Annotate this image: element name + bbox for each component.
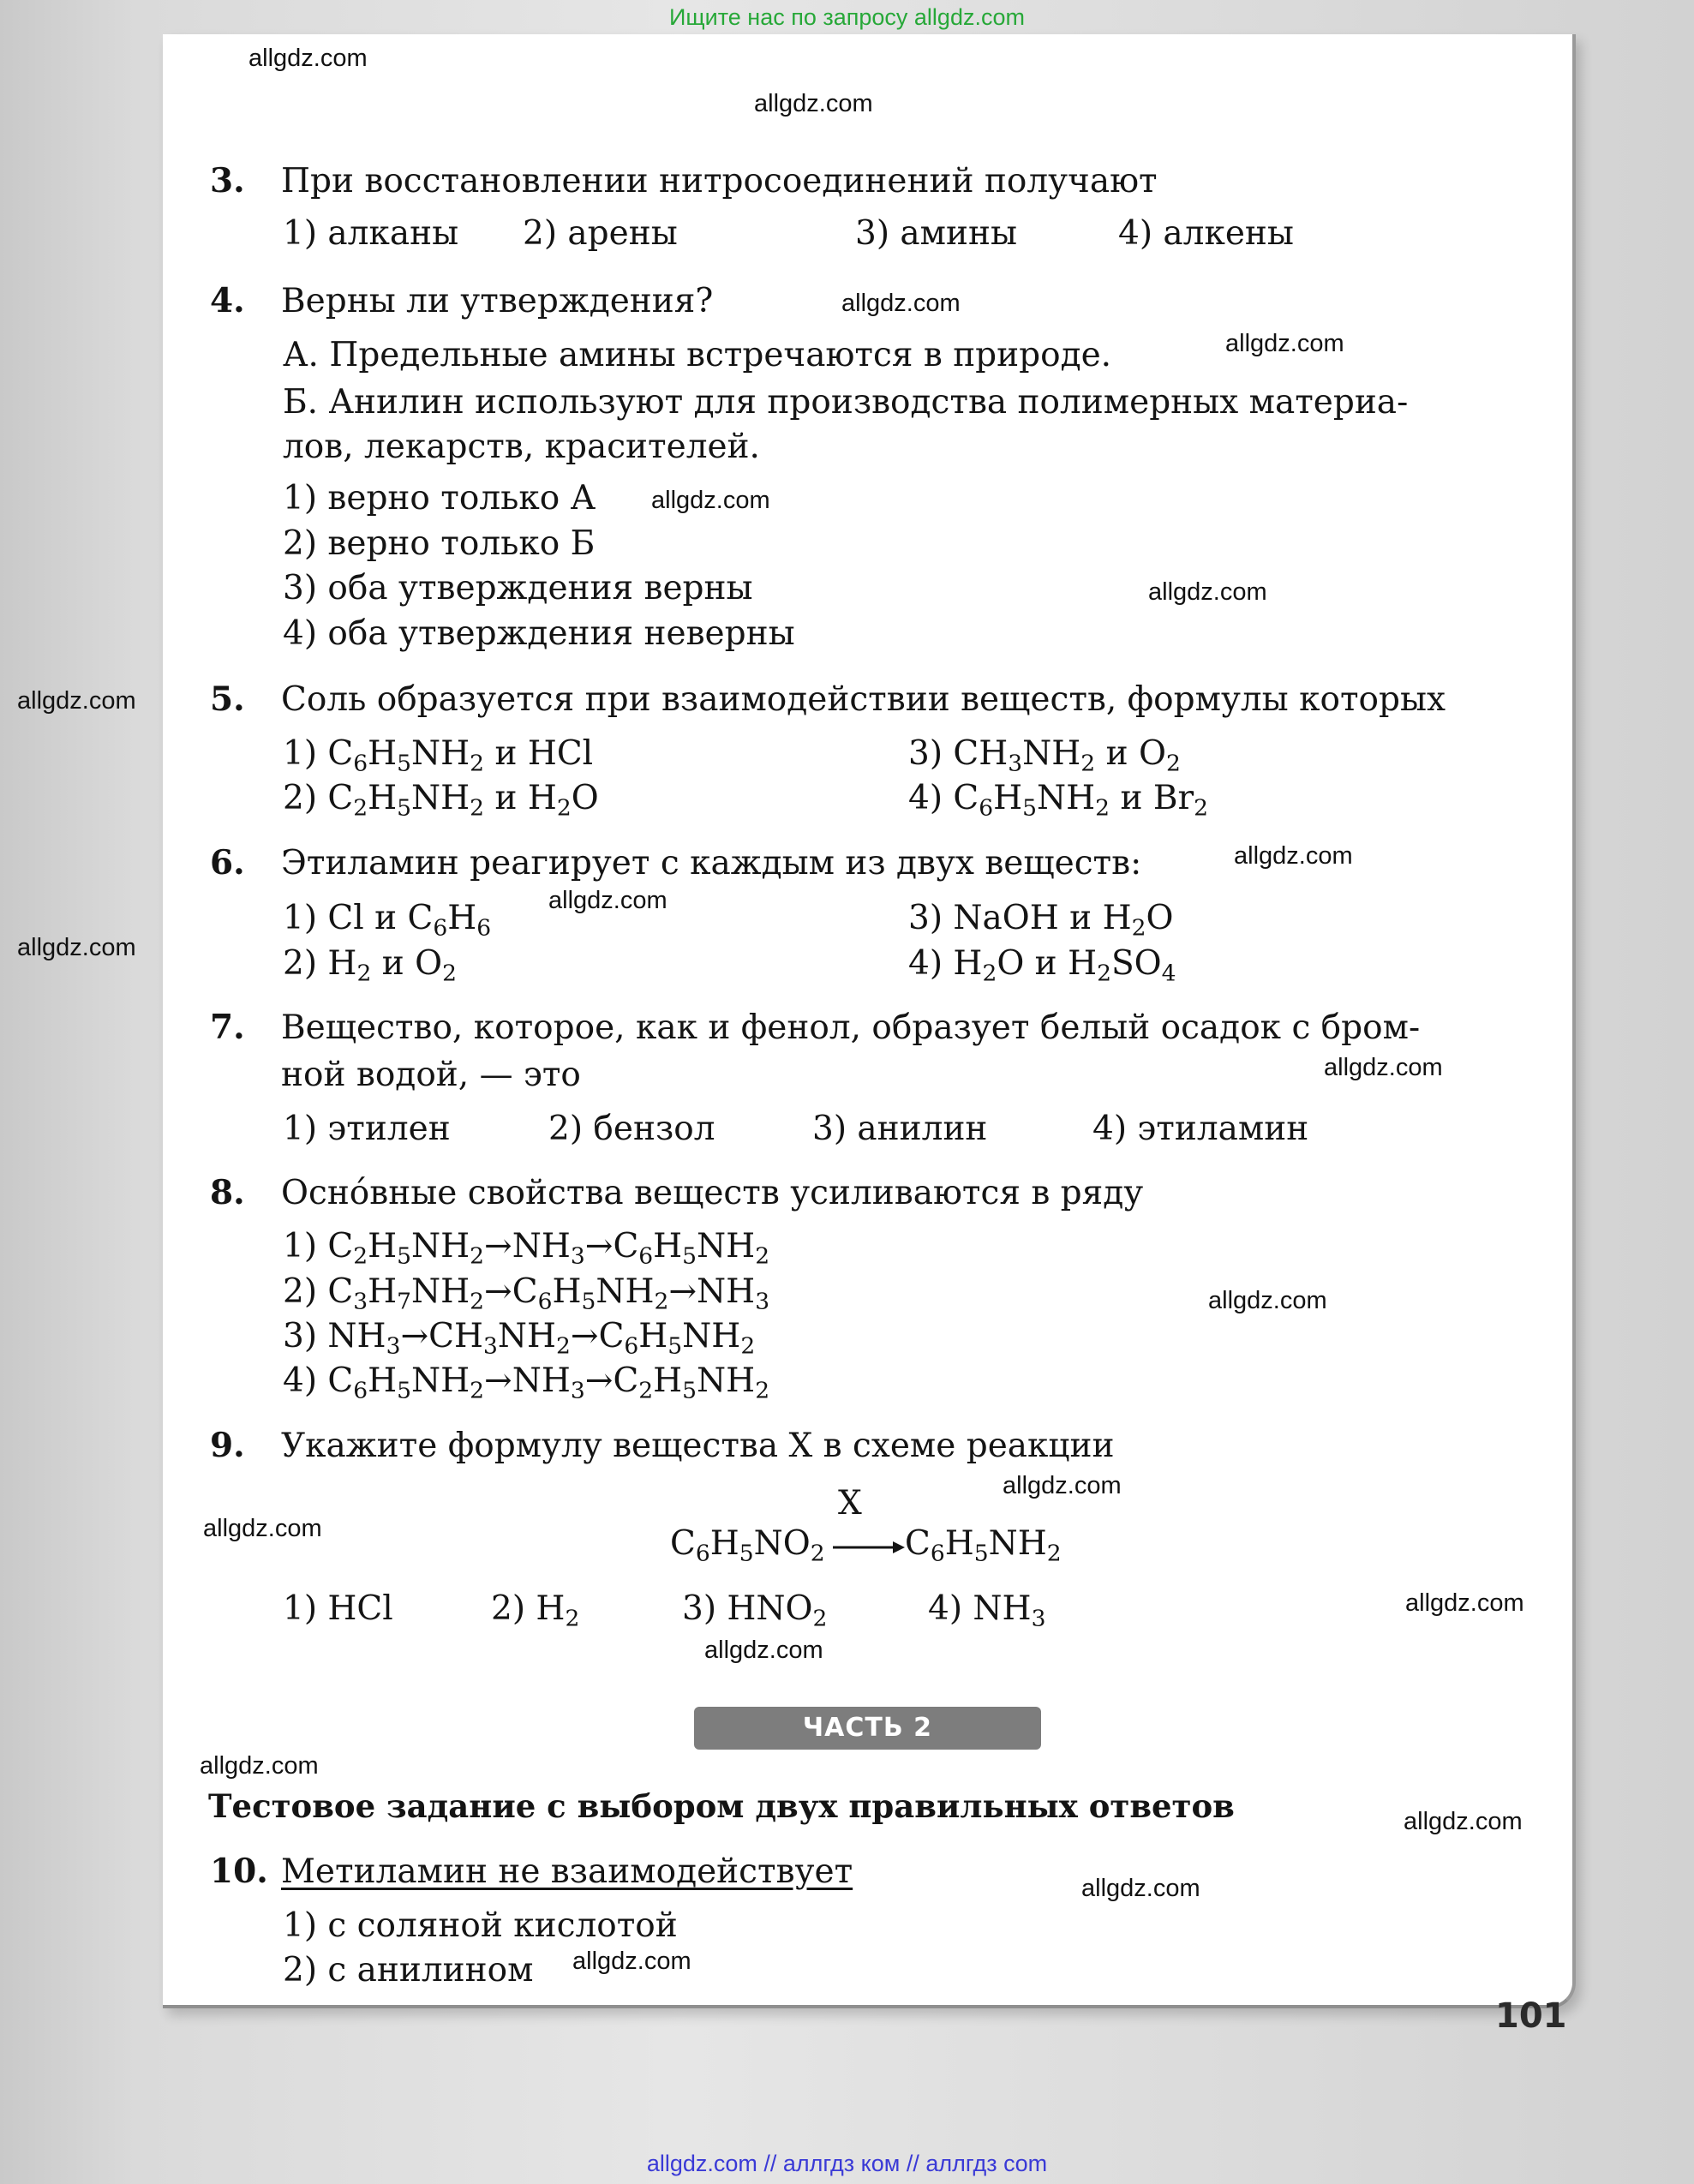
watermark: allgdz.com [572,1948,691,1975]
question-8-number: 8. [210,1173,245,1212]
option: 4) алкены [1118,214,1294,253]
option: 4) этиламин [1092,1110,1309,1148]
statement-b: Б. Анилин используют для производства полимерных материа- [283,383,1409,422]
watermark: allgdz.com [1405,1589,1524,1617]
option: 3) амины [855,214,1018,253]
arrow-icon: → [484,1272,512,1311]
option: 2) арены [523,214,678,253]
question-10-number: 10. [210,1852,268,1891]
question-9-number: 9. [210,1426,245,1465]
watermark: allgdz.com [1081,1875,1200,1902]
option: 4) оба утверждения неверны [283,614,795,653]
option: 1) $C_6H_5NH_2$ и HCl [283,734,594,777]
watermark: allgdz.com [1148,578,1267,606]
section-heading: Тестовое задание с выбором двух правильных ответов [208,1787,1235,1825]
option: 3) оба утверждения верны [283,569,753,607]
option: 2) верно только Б [283,524,596,563]
option: 1) с соляной кислотой [283,1906,678,1945]
watermark: allgdz.com [841,290,961,317]
question-10-text: Метиламин не взаимодействует [281,1852,853,1891]
option: 3) анилин [812,1110,988,1148]
arrow-icon: → [570,1317,599,1355]
option: 2) бензол [548,1110,715,1148]
option: 3) $CH_3NH_2$ и $O_2$ [908,734,1181,777]
arrow-icon: → [584,1227,614,1266]
statement-a: А. Предельные амины встречаются в природе. [283,336,1112,374]
reaction-arrow-icon [831,1539,907,1556]
arrow-icon: → [484,1361,512,1400]
option: 1) алканы [283,214,459,253]
watermark: allgdz.com [1003,1472,1122,1499]
option: 4) $NH_3$ [928,1589,1046,1632]
option: 4) $C_6H_5NH_2$ и $Br_2$ [908,779,1209,822]
question-4-number: 4. [210,281,245,320]
question-7-text: Вещество, которое, как и фенол, образует белый осадок с бром- [281,1008,1421,1047]
reaction-reagent-label: X [838,1484,862,1523]
option-row: 2) $C_3H_7NH_2\to C_6H_5NH_2\to NH_3$ [283,1272,770,1315]
watermark: allgdz.com [203,1515,322,1542]
option: 1) Cl и $C_6H_6$ [283,899,492,942]
footer-links: allgdz.com // аллгдз ком // аллгдз com [646,2151,1048,2176]
watermark: allgdz.com [17,934,136,961]
arrow-icon: → [584,1361,614,1400]
question-9-text: Укажите формулу вещества X в схеме реакции [281,1427,1115,1465]
question-4-text: Верны ли утверждения? [281,282,714,320]
option-row: 3) $NH_3\to CH_3NH_2\to C_6H_5NH_2$ [283,1317,756,1360]
question-3-text: При восстановлении нитросоединений получают [281,162,1158,200]
question-7-number: 7. [210,1008,245,1047]
option: 2) с анилином [283,1951,534,1990]
option: 1) этилен [283,1110,451,1148]
watermark: allgdz.com [200,1752,319,1780]
question-5-number: 5. [210,679,245,719]
watermark: allgdz.com [1234,842,1353,870]
product-formula: $C_6H_5NH_2$ [905,1524,1062,1567]
arrow-icon: → [400,1317,429,1355]
option: 3) NaOH и $H_2O$ [908,899,1174,942]
option: 2) $C_2H_5NH_2$ и $H_2O$ [283,779,599,822]
question-6-text: Этиламин реагирует с каждым из двух веществ: [281,844,1142,883]
watermark: allgdz.com [248,45,368,72]
watermark: allgdz.com [17,687,136,715]
option: 2) $H_2$ и $O_2$ [283,944,457,987]
question-5-text: Соль образуется при взаимодействии веществ, формулы которых [281,680,1446,719]
statement-b-cont: лов, лекарств, красителей. [283,428,760,466]
option: 1) HCl [283,1589,393,1628]
watermark: allgdz.com [1404,1808,1523,1835]
part-2-label: ЧАСТЬ 2 [694,1707,1041,1750]
option: 2) $H_2$ [491,1589,580,1632]
watermark: allgdz.com [704,1637,823,1664]
arrow-icon: → [668,1272,697,1311]
watermark: allgdz.com [1324,1054,1443,1081]
arrow-icon: → [484,1227,512,1266]
watermark: allgdz.com [1208,1287,1327,1314]
option: 1) верно только А [283,479,596,518]
watermark: allgdz.com [548,887,667,914]
page-number: 101 [1495,1996,1567,2036]
option-row: 1) $C_2H_5NH_2\to NH_3\to C_6H_5NH_2$ [283,1227,770,1270]
top-banner: Ищите нас по запросу allgdz.com [669,4,1025,30]
question-3-number: 3. [210,161,245,200]
reactant-formula: $C_6H_5NO_2$ [670,1524,825,1567]
option: 3) $HNO_2$ [682,1589,828,1632]
watermark: allgdz.com [754,90,873,117]
question-7-text-cont: ной водой, — это [281,1056,581,1094]
watermark: allgdz.com [651,487,770,514]
question-8-text: Осно́вные свойства веществ усиливаются в ряду [281,1174,1144,1212]
question-6-number: 6. [210,843,245,883]
option-row: 4) $C_6H_5NH_2\to NH_3\to C_2H_5NH_2$ [283,1361,770,1404]
option: 4) $H_2O$ и $H_2SO_4$ [908,944,1176,987]
watermark: allgdz.com [1225,330,1344,357]
